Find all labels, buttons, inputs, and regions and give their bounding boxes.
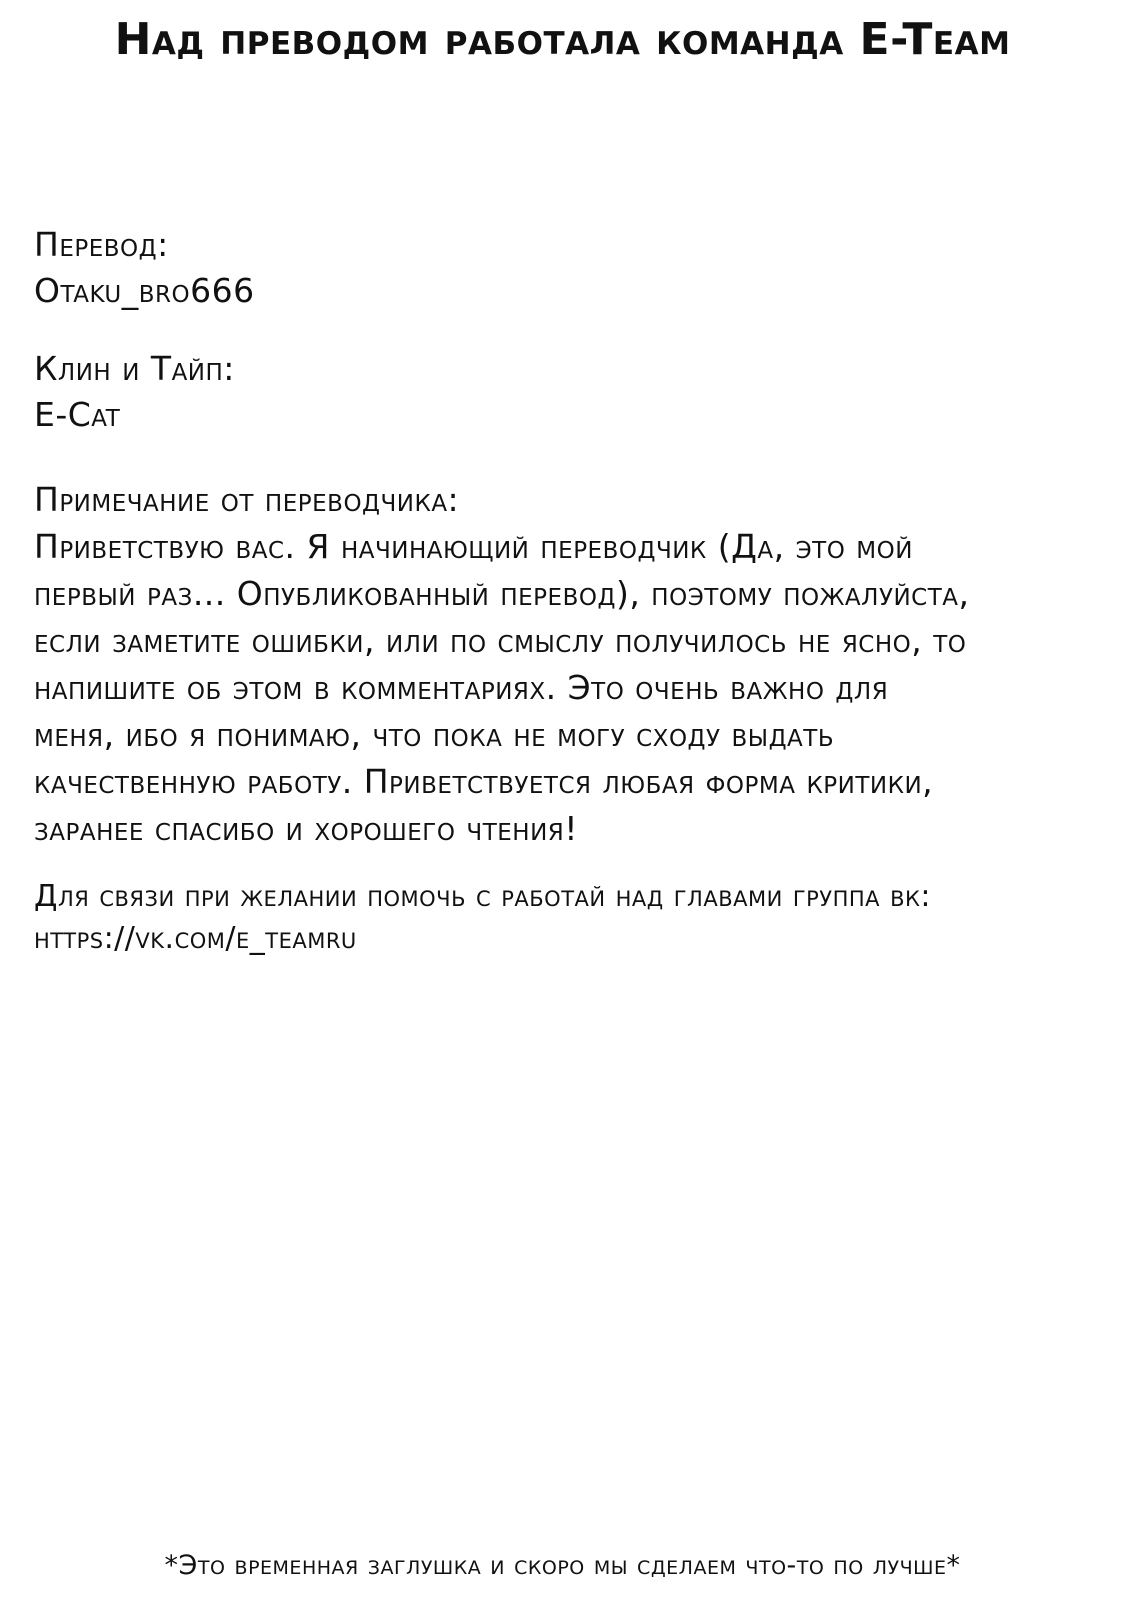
note-line: первый раз... Опубликованный перевод), поэтому пожалуйста, xyxy=(34,574,970,613)
note-line: если заметите ошибки, или по смыслу получилось не ясно, то xyxy=(34,621,967,660)
note-line: качественную работу. Приветствуется любая форма критики, xyxy=(34,762,934,801)
contact-text: Для связи при желании помочь с работай над главами группа вк: xyxy=(34,879,932,914)
translator-note xyxy=(34,476,1101,852)
note-line: заранее спасибо и хорошего чтения! xyxy=(34,809,578,848)
clean-type-label: Клин и Тайп: xyxy=(34,349,235,388)
translation-label: Перевод: xyxy=(34,225,169,264)
translation-credit xyxy=(34,222,1101,314)
note-line: Приветствую вас. Я начинающий переводчик (Да, это мой xyxy=(34,527,913,566)
clean-type-credit xyxy=(34,346,1101,438)
clean-type-name: E-Cat xyxy=(34,395,121,434)
note-label: Примечание от переводчика: xyxy=(34,480,460,519)
placeholder-footer-note: *Это временная заглушка и скоро мы сделаем что-то по лучше* xyxy=(164,1550,961,1581)
translator-name: Otaku_bro666 xyxy=(34,271,255,310)
page-title: Над преводом работала команда E-Team xyxy=(114,14,1011,65)
contact-info xyxy=(34,876,1101,960)
note-line: напишите об этом в комментариях. Это очень важно для xyxy=(34,668,889,707)
note-line: меня, ибо я понимаю, что пока не могу сходу выдать xyxy=(34,715,835,754)
vk-group-link[interactable]: https://vk.com/e_teamru xyxy=(34,921,357,956)
